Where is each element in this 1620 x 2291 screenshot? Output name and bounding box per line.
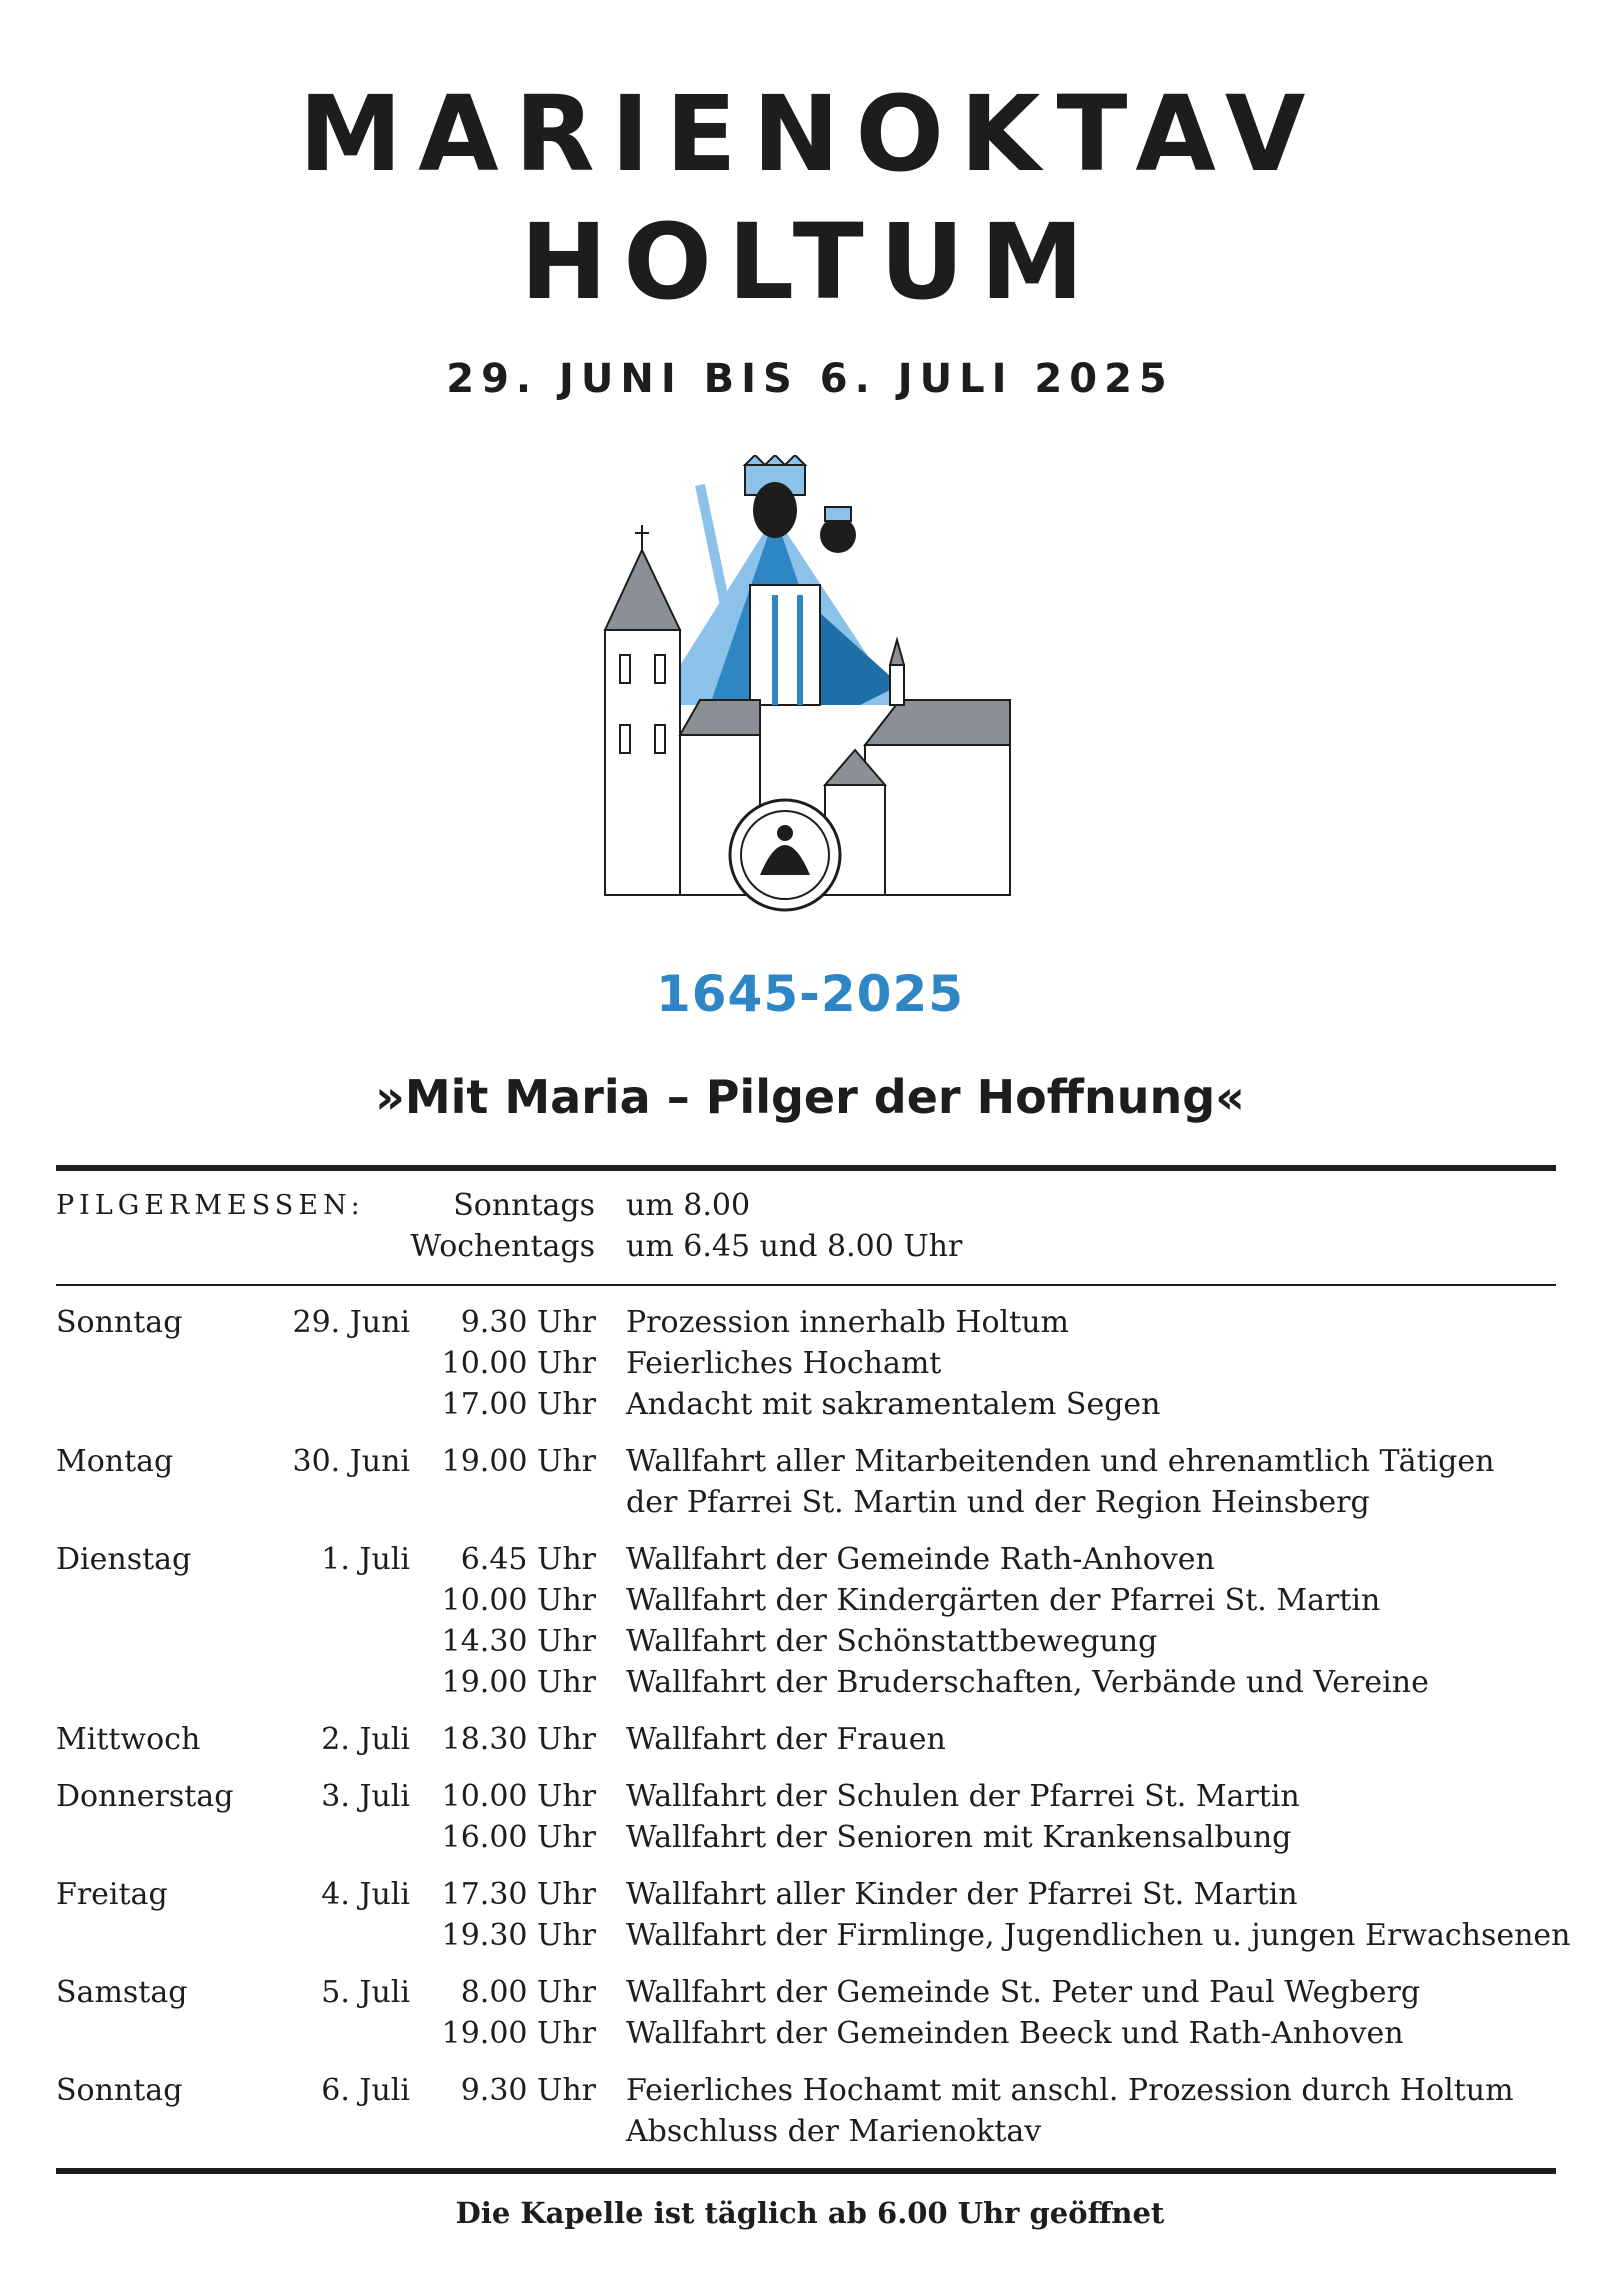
event-time: 19.00 Uhr <box>441 1665 596 1700</box>
schedule-row <box>0 1776 1620 1858</box>
schedule-row <box>0 2070 1620 2152</box>
schedule-row <box>0 1972 1620 2054</box>
event-text: Wallfahrt der Gemeinde Rath-Anhoven <box>626 1542 1215 1577</box>
pilgrim-masses-label: PILGERMESSEN: <box>56 1190 365 1221</box>
schedule-date: 6. Juli <box>321 2073 410 2108</box>
schedule-day: Sonntag <box>56 2073 183 2108</box>
schedule-date: 30. Juni <box>292 1444 410 1479</box>
event-time: 17.00 Uhr <box>441 1387 596 1422</box>
schedule-date: 3. Juli <box>321 1779 410 1814</box>
schedule-event <box>440 1384 1620 1425</box>
schedule-event <box>440 1441 1620 1482</box>
title-line-2: HOLTUM <box>520 201 1100 323</box>
event-text: Feierliches Hochamt mit anschl. Prozession durch Holtum <box>626 2073 1514 2108</box>
event-text: Wallfahrt der Schönstattbewegung <box>626 1624 1158 1659</box>
schedule-event <box>440 2111 1620 2152</box>
pilgrim-mass-when: Sonntags <box>453 1188 595 1223</box>
event-text: Abschluss der Marienoktav <box>626 2114 1042 2149</box>
event-time: 19.30 Uhr <box>441 1918 596 1953</box>
divider-middle <box>56 1284 1556 1286</box>
schedule-event <box>440 1621 1620 1662</box>
event-time: 10.00 Uhr <box>441 1779 596 1814</box>
schedule-day: Sonntag <box>56 1305 183 1340</box>
event-text: Prozession innerhalb Holtum <box>626 1305 1069 1340</box>
event-time: 10.00 Uhr <box>441 1583 596 1618</box>
event-time: 19.00 Uhr <box>441 2016 596 2051</box>
madonna-logo <box>600 455 1020 955</box>
schedule-event <box>440 1343 1620 1384</box>
title-line-1: MARIENOKTAV <box>298 73 1322 195</box>
event-time: 9.30 Uhr <box>460 2073 596 2108</box>
event-text: Wallfahrt der Frauen <box>626 1722 946 1757</box>
scepter-icon <box>700 485 725 605</box>
pilgrim-mass-time: um 8.00 <box>626 1188 751 1223</box>
schedule-row <box>0 1874 1620 1956</box>
schedule-row <box>0 1302 1620 1425</box>
schedule <box>0 1302 1620 2168</box>
schedule-event <box>440 1482 1620 1523</box>
child-icon <box>820 507 856 553</box>
schedule-event <box>440 1915 1620 1956</box>
event-text: Wallfahrt der Firmlinge, Jugendlichen u. jungen Erwachsenen <box>626 1918 1571 1953</box>
schedule-day: Montag <box>56 1444 174 1479</box>
schedule-date: 1. Juli <box>321 1542 410 1577</box>
schedule-date: 5. Juli <box>321 1975 410 2010</box>
event-time: 18.30 Uhr <box>441 1722 596 1757</box>
event-text: Wallfahrt der Senioren mit Krankensalbung <box>626 1820 1292 1855</box>
event-text: Wallfahrt der Gemeinde St. Peter und Paul Wegberg <box>626 1975 1421 2010</box>
schedule-event <box>440 1302 1620 1343</box>
event-text: der Pfarrei St. Martin und der Region Heinsberg <box>626 1485 1370 1520</box>
schedule-event <box>440 1719 1620 1760</box>
years-range: 1645-2025 <box>655 965 965 1023</box>
schedule-date: 2. Juli <box>321 1722 410 1757</box>
event-time: 10.00 Uhr <box>441 1346 596 1381</box>
schedule-event <box>440 1580 1620 1621</box>
event-time: 16.00 Uhr <box>441 1820 596 1855</box>
pilgrim-mass-when: Wochentags <box>410 1229 595 1264</box>
schedule-day: Freitag <box>56 1877 168 1912</box>
seal-icon <box>730 800 840 910</box>
schedule-date: 4. Juli <box>321 1877 410 1912</box>
event-text: Wallfahrt der Bruderschaften, Verbände und Vereine <box>626 1665 1429 1700</box>
motto: »Mit Maria – Pilger der Hoffnung« <box>375 1070 1245 1124</box>
divider-top <box>56 1165 1556 1171</box>
event-time: 6.45 Uhr <box>460 1542 596 1577</box>
schedule-event <box>440 1776 1620 1817</box>
schedule-day: Dienstag <box>56 1542 192 1577</box>
schedule-event <box>440 1972 1620 2013</box>
event-text: Wallfahrt der Schulen der Pfarrei St. Martin <box>626 1779 1300 1814</box>
schedule-event <box>440 2013 1620 2054</box>
schedule-row <box>0 1719 1620 1760</box>
schedule-event <box>440 1662 1620 1703</box>
event-text: Feierliches Hochamt <box>626 1346 942 1381</box>
event-text: Wallfahrt der Gemeinden Beeck und Rath-Anhoven <box>626 2016 1404 2051</box>
divider-bottom <box>56 2168 1556 2174</box>
footer-note: Die Kapelle ist täglich ab 6.00 Uhr geöffnet <box>455 2196 1165 2230</box>
schedule-event <box>440 2070 1620 2111</box>
event-text: Wallfahrt aller Kinder der Pfarrei St. Martin <box>626 1877 1298 1912</box>
mantle-icon <box>655 515 900 705</box>
pilgrim-mass-time: um 6.45 und 8.00 Uhr <box>626 1229 963 1264</box>
event-text: Wallfahrt der Kindergärten der Pfarrei St. Martin <box>626 1583 1381 1618</box>
mary-face-icon <box>753 482 797 538</box>
event-text: Andacht mit sakramentalem Segen <box>626 1387 1161 1422</box>
schedule-day: Mittwoch <box>56 1722 201 1757</box>
schedule-event <box>440 1817 1620 1858</box>
schedule-row <box>0 1539 1620 1703</box>
event-time: 9.30 Uhr <box>460 1305 596 1340</box>
schedule-row <box>0 1441 1620 1523</box>
event-dates: 29. JUNI BIS 6. JULI 2025 <box>446 356 1174 402</box>
event-time: 14.30 Uhr <box>441 1624 596 1659</box>
event-time: 19.00 Uhr <box>441 1444 596 1479</box>
event-text: Wallfahrt aller Mitarbeitenden und ehrenamtlich Tätigen <box>626 1444 1495 1479</box>
event-time: 17.30 Uhr <box>441 1877 596 1912</box>
schedule-day: Donnerstag <box>56 1779 234 1814</box>
event-time: 8.00 Uhr <box>460 1975 596 2010</box>
schedule-day: Samstag <box>56 1975 188 2010</box>
schedule-event <box>440 1539 1620 1580</box>
schedule-date: 29. Juni <box>292 1305 410 1340</box>
schedule-event <box>440 1874 1620 1915</box>
